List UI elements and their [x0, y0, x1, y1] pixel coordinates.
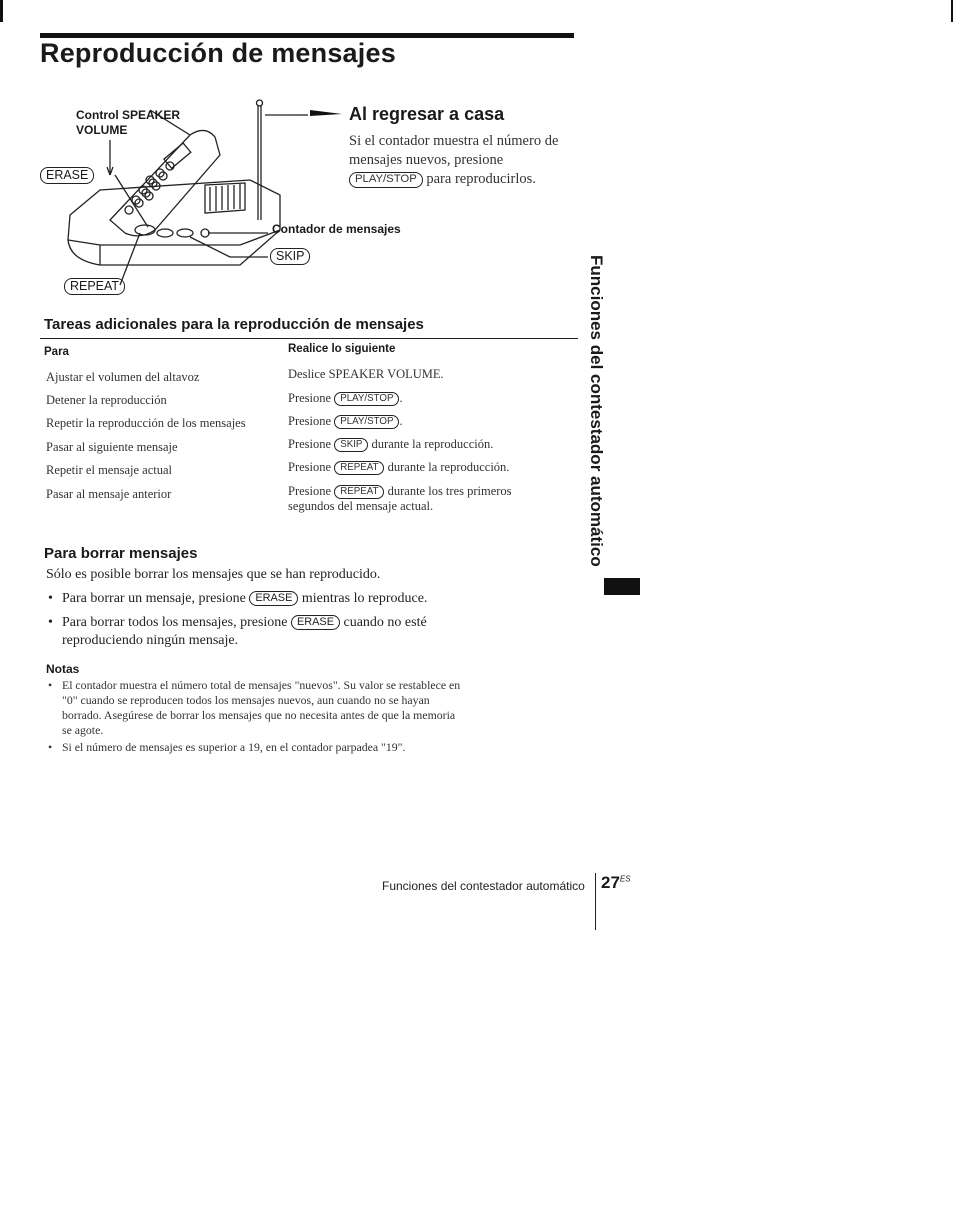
skip-key: SKIP: [270, 248, 310, 265]
action-suffix: durante la reproducción.: [387, 460, 510, 474]
row-para: Ajustar el volumen del altavoz: [46, 370, 200, 384]
skip-callout: [270, 248, 310, 266]
footer-section: Funciones del contestador automático: [382, 879, 585, 893]
action-text: Deslice SPEAKER VOLUME.: [288, 367, 444, 381]
heading-arrow-icon: [310, 108, 342, 118]
row-action: [288, 437, 493, 452]
list-item: • El contador muestra el número total de mensajes "nuevos". Su valor se restablece en "0" cuando se reproducen todos los mensajes nuevos, aun cuando no se hayan borrado. Asegúrese de borrar los mensajes que no necesita antes de que la memoria se agote.: [46, 678, 466, 738]
page-edge-mark: [951, 0, 953, 22]
row-action: [288, 414, 403, 429]
repeat-key: REPEAT: [64, 278, 125, 295]
table-top-rule: [40, 338, 578, 339]
repeat-callout: [64, 278, 125, 296]
action-suffix: durante los tres primeros segundos del mensaje actual.: [288, 484, 512, 513]
row-action: [288, 484, 548, 514]
column-header-para: Para: [44, 346, 69, 358]
repeat-key: REPEAT: [334, 461, 384, 475]
play-stop-key: PLAY/STOP: [334, 392, 399, 406]
list-item: [46, 614, 476, 650]
repeat-key: REPEAT: [334, 485, 384, 499]
list-item: [46, 590, 476, 608]
action-suffix: durante la reproducción.: [371, 437, 494, 451]
row-para: Detener la reproducción: [46, 393, 167, 407]
action-text: Presione: [288, 391, 332, 405]
page-title: Reproducción de mensajes: [40, 38, 396, 68]
action-text: Presione: [288, 484, 332, 498]
delete-bullets: [46, 590, 476, 650]
play-stop-key: PLAY/STOP: [349, 172, 423, 188]
delete-intro: Sólo es posible borrar los mensajes que se han reproducido.: [46, 567, 381, 582]
notes-list: [46, 678, 466, 757]
side-tab-text: Funciones del contestador automático: [587, 255, 606, 567]
speaker-volume-label: Control SPEAKER VOLUME: [76, 108, 181, 137]
section-tasks-heading: Tareas adicionales para la reproducción de mensajes: [44, 316, 424, 333]
action-text: Presione: [288, 414, 332, 428]
erase-key: ERASE: [40, 167, 94, 184]
section-home-text: [349, 132, 564, 189]
bullet-text: Para borrar todos los mensajes, presione: [62, 615, 288, 630]
action-suffix: .: [399, 391, 403, 405]
bullet-text: mientras lo reproduce.: [301, 591, 428, 606]
play-stop-key: PLAY/STOP: [334, 415, 399, 429]
page-edge-mark: [0, 0, 3, 22]
action-text: Presione: [288, 460, 332, 474]
section-home-heading: Al regresar a casa: [349, 104, 505, 124]
skip-key: SKIP: [334, 438, 368, 452]
row-para: Repetir el mensaje actual: [46, 463, 172, 477]
list-item: • Si el número de mensajes es superior a 19, en el contador parpadea "19".: [46, 740, 466, 755]
bullet-text: cuando no esté reproduciendo ningún mensaje.: [62, 615, 427, 648]
page-number: [601, 873, 631, 893]
home-text-after: para reproducirlos.: [426, 171, 536, 187]
row-para: Pasar al mensaje anterior: [46, 487, 172, 501]
home-text-before: Si el contador muestra el número de mensajes nuevos, presione: [349, 133, 559, 168]
page-suffix: ES: [619, 874, 631, 884]
row-para: Pasar al siguiente mensaje: [46, 440, 178, 454]
row-para: Repetir la reproducción de los mensajes: [46, 416, 246, 430]
erase-callout: [40, 167, 94, 185]
erase-key: ERASE: [249, 591, 298, 606]
row-action: [288, 460, 509, 475]
column-header-realice: Realice lo siguiente: [288, 343, 396, 355]
row-action: [288, 367, 444, 382]
counter-label: Contador de mensajes: [272, 222, 401, 236]
erase-key: ERASE: [291, 615, 340, 630]
section-delete-heading: Para borrar mensajes: [44, 545, 198, 562]
notes-heading: Notas: [46, 662, 80, 676]
action-text: Presione: [288, 437, 332, 451]
side-tab-block: [604, 578, 640, 595]
row-action: [288, 391, 403, 406]
bullet-text: Para borrar un mensaje, presione: [62, 591, 246, 606]
action-suffix: .: [399, 414, 403, 428]
page-number-value: 27: [601, 873, 620, 892]
footer-divider: [595, 873, 596, 930]
